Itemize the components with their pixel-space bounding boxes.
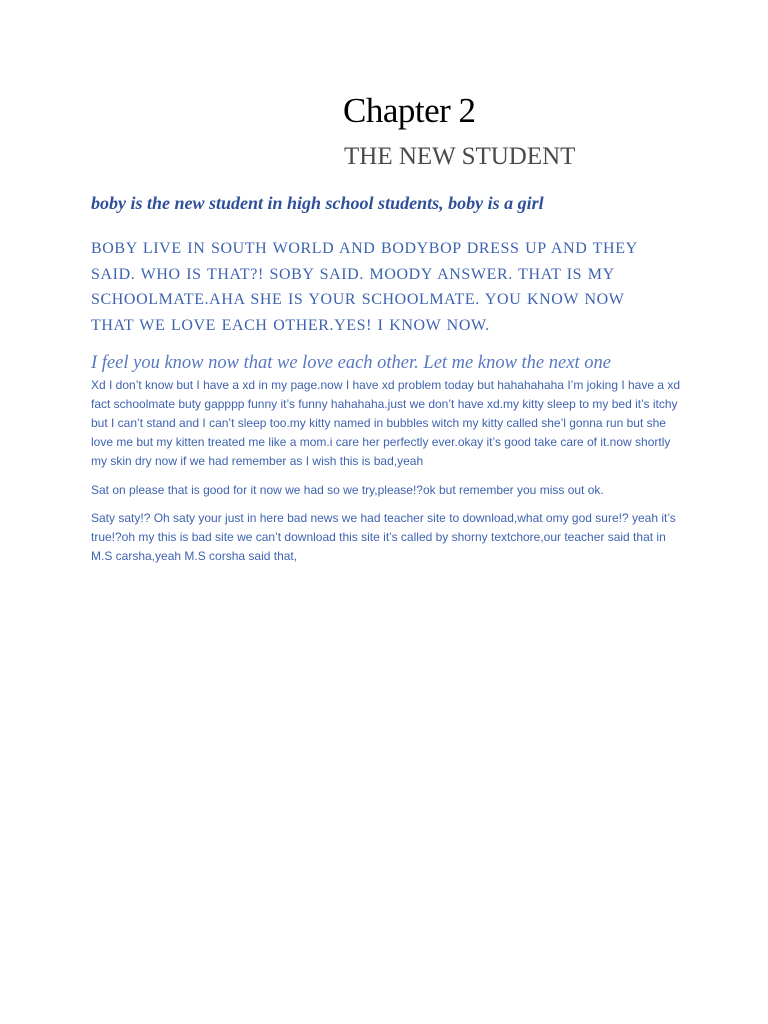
body-paragraph-1: Xd I don’t know but I have a xd in my page.now I have xd problem today but hahahahaha I’m joking I have a xd fact schoolmate buty gapppp funny it’s funny hahahaha.just we don’t have xd.my kitty sleep to my bed it’s itchy but I can’t stand and I can’t sleep too.my kitty named in bubbles witch my kitty called she’l gonna run but she love me but my kitten treated me like a mom.i care her perfectly ever.okay it’s good take care of it.now shortly my skin dry now if we had remember as I wish this is bad,yeah [91, 378, 681, 468]
body-paragraph-3: Saty saty!? Oh saty your just in here bad news we had teacher site to download,what omy god sure!? yeah it’s true!?oh my this is bad site we can’t download this site it’s called by shorny textchore,our teacher said that in M.S carsha,yeah M.S corsha said that, [91, 511, 676, 563]
body-paragraph-2: Sat on please that is good for it now we had so we try,please!?ok but remember you miss out ok. [91, 483, 604, 497]
feel-line: I feel you know now that we love each other. Let me know the next one [91, 353, 611, 373]
caps-paragraph: BOBY LIVE IN SOUTH WORLD AND BODYBOP DRESS UP AND THEY SAID. WHO IS THAT?! SOBY SAID. MOODY ANSWER. THAT IS MY SCHOOLMATE.AHA SHE IS YOUR SCHOOLMATE. YOU KNOW NOW THAT WE LOVE EACH OTHER.YES! I KNOW NOW. [91, 240, 638, 334]
chapter-title: Chapter 2 [343, 91, 476, 130]
intro-line: boby is the new student in high school students, boby is a girl [91, 193, 544, 213]
chapter-subtitle: THE NEW STUDENT [344, 143, 576, 170]
